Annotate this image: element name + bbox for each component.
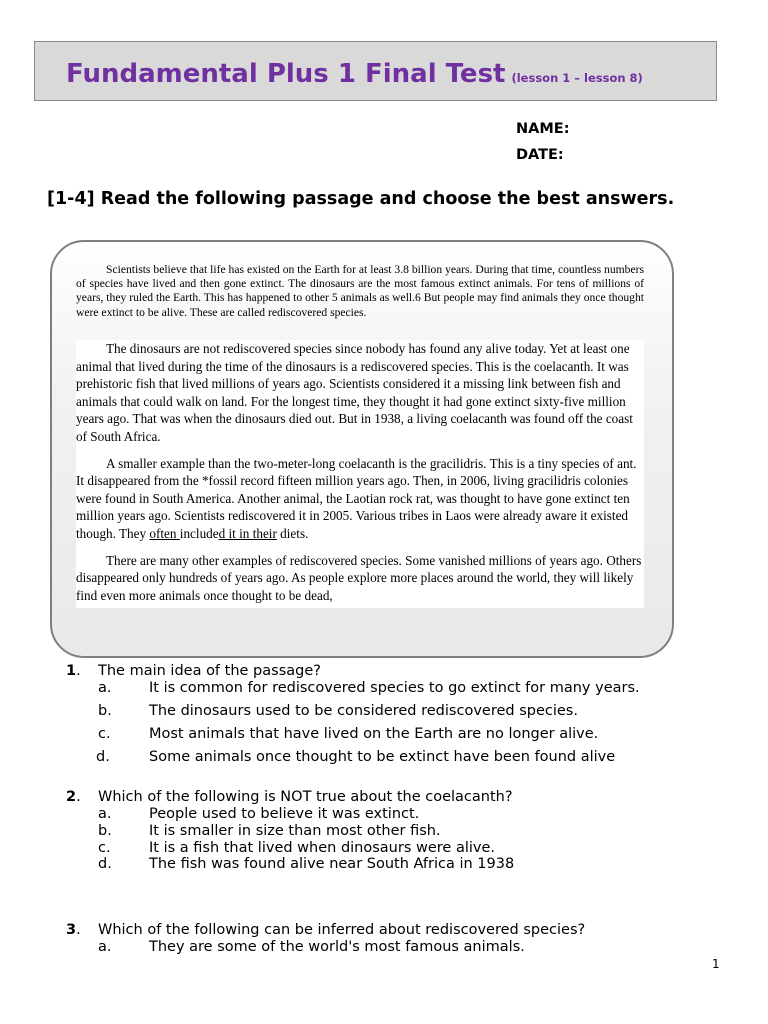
passage-paragraph-1 (76, 263, 644, 320)
question-text: Which of the following can be inferred about rediscovered species? (98, 922, 586, 938)
option-letter: d. (96, 749, 110, 765)
title-text: Fundamental Plus 1 Final Test (66, 59, 506, 89)
option-letter: c. (98, 840, 111, 856)
question-text: The main idea of the passage? (98, 663, 321, 679)
option-text: It is a fish that lived when dinosaurs were alive. (149, 840, 495, 856)
passage-body (76, 340, 644, 608)
title-subtitle: (lesson 1 – lesson 8) (511, 71, 643, 85)
option-text: It is smaller in size than most other fish. (149, 823, 441, 839)
passage-text-1: Scientists believe that life has existed on the Earth for at least 3.8 billion years. During that time, countless numbers of species have lived and then gone extinct. The dinosaurs are the most famous extinct animals. For tens of millions of years, they ruled the Earth. This has happened to other 5 animals as well.6 But people may find animals they once thought were extinct to be alive. These are called rediscovered species. (76, 263, 644, 319)
passage-text-3b: include (179, 525, 219, 541)
option-letter: a. (98, 939, 112, 955)
option-text: The dinosaurs used to be considered rediscovered species. (149, 703, 578, 719)
question-number: 3. (66, 922, 81, 938)
question-number: 1. (66, 663, 81, 679)
page-number: 1 (712, 957, 720, 971)
passage-paragraph-2: The dinosaurs are not rediscovered species since nobody has found any alive today. Yet at least one animal that lived during the time of the dinosaurs is a rediscovered species. This is the coelacanth. It was prehistoric fish that lived millions of years ago. Scientists considered it a missing link between fish and animals that could walk on land. For the longest time, they thought it had gone extinct sixty-five million years ago. That was when the dinosaurs died out. But in 1938, a living coelacanth was found off the coast of South Africa. (76, 341, 633, 444)
passage-paragraph-4: There are many other examples of rediscovered species. Some vanished millions of years ago. Others disappeared only hundreds of years ago. As people explore more places around the world, they will likely find even more animals once thought to be dead, (76, 552, 642, 603)
option-text: It is common for rediscovered species to go extinct for many years. (149, 680, 640, 696)
passage-text-3a: A smaller example than the two-meter-long coelacanth is the gracilidris. This is a tiny species of ant. It disappeared from the *fossil record fifteen million years ago. Then, in 2006, living gracilidris colonies were found in South America. Another animal, the Laotian rock rat, was thought to have gone extinct ten million years ago. Scientists rediscovered it in 2005. Various tribes in Laos were already aware it existed though. They (76, 455, 637, 541)
passage-text-3c: diets. (276, 525, 309, 541)
passage-paragraph-3 (76, 455, 644, 543)
option-letter: d. (98, 856, 112, 872)
option-text: Some animals once thought to be extinct have been found alive (149, 749, 616, 765)
question-text: Which of the following is NOT true about the coelacanth? (98, 789, 513, 805)
option-text: The fish was found alive near South Africa in 1938 (149, 856, 515, 872)
option-text: They are some of the world's most famous animals. (149, 939, 525, 955)
page-title (66, 59, 643, 93)
option-text: People used to believe it was extinct. (149, 806, 420, 822)
underlined-it-in-their: d it in their (218, 525, 277, 541)
underlined-often: often (149, 525, 180, 541)
option-letter: b. (98, 823, 112, 839)
option-text: Most animals that have lived on the Earth are no longer alive. (149, 726, 599, 742)
option-letter: a. (98, 806, 112, 822)
instruction-heading: [1-4] Read the following passage and choose the best answers. (47, 189, 675, 209)
question-number: 2. (66, 789, 81, 805)
option-letter: c. (98, 726, 111, 742)
date-label: DATE: (516, 147, 564, 163)
title-box (34, 41, 717, 101)
option-letter: b. (98, 703, 112, 719)
option-letter: a. (98, 680, 112, 696)
name-label: NAME: (516, 121, 570, 137)
